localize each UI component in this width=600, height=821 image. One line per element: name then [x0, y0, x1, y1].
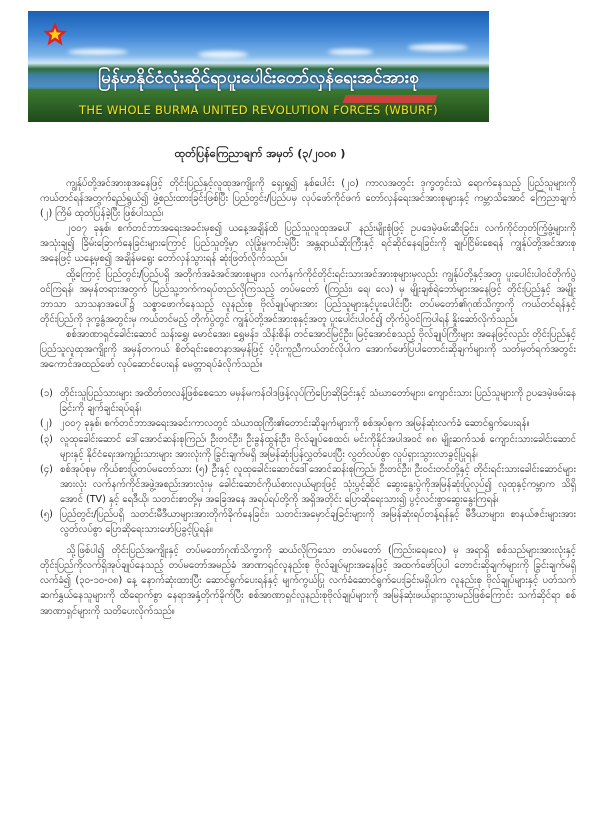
demand-number: (၅) — [40, 508, 53, 520]
demand-item — [40, 462, 576, 507]
demand-text: ပြည်တွင်း/ပြည်ပရှိ သတင်းမီဒီယာများအားတိုက်ခိုက်နေခြင်း၊ သတင်းအမှောင်ချခြင်းများကို အမြန်ဆုံးရပ်တန့်ရန်နှင့် မီဒီယာများ၊ စာနယ်ဇင်းများအား လွတ်လပ်စွာ ပြောဆိုရေးသားဖော်ပြခွင့်ပြုရန်။ — [60, 508, 576, 536]
demand-item — [40, 416, 576, 431]
paragraph: စစ်အာဏာရှင်ခေါင်းဆောင် သန်းရွှေ၊ မောင်အေး၊ ရွှေမန်း၊ သိန်းစိန်၊ တင်အောင်မြင့်ဦး၊ မြင့်အောင်စသည့် ဗိုလ်ချုပ်ကြီးများ အနေဖြင့်လည်း တိုင်းပြည်နှင့် ပြည်သူလူထုအကျိုးကို အမှန်တကယ် စိတ်ရင်းစေတနာအမှန်ဖြင့် ပံ့ပိုးကူညီကယ်တင်လိုပါက အောက်ဖော်ပြပါတောင်းဆိုချက်များကို သတ်မှတ်ရက်အတွင်း အကောင်အထည်ဖော် လုပ်ဆောင်ပေးရန် မေတ္တာရပ်ခံလိုက်သည်။ — [40, 328, 576, 371]
cloud-decoration — [198, 51, 248, 58]
demand-number: (၃) — [40, 433, 53, 445]
demand-number: (၁) — [40, 388, 53, 400]
demand-item — [40, 507, 576, 537]
header-banner — [28, 11, 489, 122]
demand-number: (၂) — [40, 418, 53, 430]
demand-item — [40, 386, 576, 416]
demands-list — [40, 386, 576, 537]
demand-text: လူထုခေါင်းဆောင် ဒေါ်အောင်ဆန်းစုကြည်၊ ဦးတင်ဦး၊ ဦးခွန်ထွန်းဦး၊ ဗိုလ်ချုပ်စေထင်၊ မင်းကိုနိုင်အပါအဝင် ၈၈ မျိုးဆက်သစ် ကျောင်းသားခေါင်းဆောင်များနှင့် နိုင်ငံရေးအကျဉ်းသားများ အားလုံးကို ခြွင်းချက်မရှိ အမြန်ဆုံးပြန်လွှတ်ပေးပြီး လွတ်လပ်စွာ လှုပ်ရှားသွားလာခွင့်ပြုရန်၊ — [60, 433, 576, 460]
demand-text: တိုင်းသူပြည်သားများ အထိတ်တလန့်ဖြစ်စေသော မမှန်မကန်ဝါဒဖြန့်လုပ်ကြံပြောဆိုခြင်းနှင့် သံဃာတော်များ၊ ကျောင်းသား ပြည်သူများကို ဥပဒေမဲ့ဖမ်းနေခြင်းကို ချက်ချင်းရပ်ရန်၊ — [60, 388, 576, 415]
paragraph: ကျွန်ုပ်တို့အင်အားစုအနေဖြင့် တိုင်းပြည်နှင့်လူထုအကျိုးကို ရှေးရှု၍ နှစ်ပေါင်း (၂၀) ကာလအတွင်း ဒုက္ခတွင်းသဲ ရောက်နေသည့် ပြည်သူများကို ကယ်တင်ရန်အတွက်ရည်ရွယ်၍ ဖွဲ့စည်းထားခြင်းဖြစ်ပြီး ပြည်တွင်း/ပြည်ပမှ လုပ်ဖော်ကိုင်ဖက် တော်လှန်ရေးအင်အားစုများနှင့် ကမ္ဘာသိအောင် ကြေညာချက် (၂) ကြိမ် ထုတ်ပြန်ခဲ့ပြီး ဖြစ်ပါသည်၊ — [40, 178, 576, 220]
demand-text: ၂၀၀၇ ခုနှစ်၊ စက်တင်ဘာအရေးအခင်းကာလတွင် သံဃာထုကြီး၏တောင်းဆိုချက်များကို စစ်အုပ်စုက အမြန်ဆုံးလက်ခံ ဆောင်ရွက်ပေးရန်။ — [60, 418, 530, 430]
org-name-english: THE WHOLE BURMA UNITED REVOLUTION FORCES (WBURF) — [79, 103, 438, 117]
cloud-decoration — [408, 44, 468, 51]
document-title: ထုတ်ပြန်ကြေညာချက် အမှတ် (၃/၂၀၀၈ ) — [174, 147, 346, 160]
cloud-decoration — [68, 49, 128, 55]
paragraph: ထို့ကြောင့် ပြည်တွင်း/ပြည်ပရှိ အတိုက်အခံအင်အားစုများ၊ လက်နက်ကိုင်တိုင်းရင်းသားအင်အားစုများမှလည်း ကျွန်ုပ်တို့နှင့်အတူ ပူးပေါင်းပါဝင်တိုက်ပွဲဝင်ကြရန်၊ အမှန်တရားအတွက် ပြည်သူ့ဘက်ကရပ်တည်လိုကြသည့် တပ်မတော် (ကြည်း၊ ရေ၊ လေ) မှ မျိုးချစ်ရဲဘော်များအနေဖြင့် တိုင်းပြည်နှင့် အမျိုးဘာသာ သာသနာအပေါ်၌ သစ္စာဖောက်နေသည့် လူနည်းစု ဗိုလ်ချုပ်များအား ပြည်သူများနှင့်ပူးပေါင်းပြီး တပ်မတော်၏ဂုဏ်သိက္ခာကို ကယ်တင်ရန်နှင့် တိုင်းပြည်ကို ဒုက္ခနွံအတွင်းမှ ကယ်တင်မည့် တိုက်ပွဲတွင် ကျွန်ုပ်တို့အင်အားစုနှင့်အတူ ပူးပေါင်းပါဝင်၍ တိုက်ပွဲဝင်ကြပါရန် နှိုးဆော်လိုက်သည်။ — [40, 268, 576, 325]
org-name-burmese: မြန်မာနိုင်ငံလုံးဆိုင်ရာပူးပေါင်းတော်လှန်ရေးအင်အားစု — [98, 68, 419, 88]
star-icon — [42, 21, 68, 47]
demand-text: စစ်အုပ်စုမှ ကိုယ်စားပြုတပ်မတော်သား (၅) ဦးနှင့် လူထုခေါင်းဆောင်ဒေါ်အောင်ဆန်းစုကြည်၊ ဦးတင်ဦး၊ ဦးဝင်းတင်တို့နှင့် တိုင်းရင်းသားခေါင်းဆောင်များအားလုံး လက်နက်ကိုင်အဖွဲ့အစည်းအားလုံးမှ ခေါင်းဆောင်ကိုယ်စားလှယ်များဖြင့် သုံးပွင့်ဆိုင် ဆွေးနွေးပွဲကိုအမြန်ဆုံးပြုလုပ်၍ လူထုနှင့်ကမ္ဘာက သိရှိအောင် (TV) နှင့် ရေဒီယို၊ သတင်းစာတို့မှ အခြေအနေ အရပ်ရပ်တို့ကို အရှိအတိုင်း ပြောဆိုရေးသား၍ ပွင့်လင်းစွာဆွေးနွေးကြရန်၊ — [60, 463, 576, 505]
roof-decoration — [343, 95, 438, 103]
demand-number: (၄) — [40, 463, 53, 475]
document-body — [40, 176, 576, 619]
paragraph: ၂၀၀၇ ခုနှစ်၊ စက်တင်ဘာအရေးအခင်းမှစ၍ ယနေ့အချိန်ထိ ပြည်သူလူထုအပေါ် နည်းမျိုးစုံဖြင့် ဥပဒေမဲ့ဖမ်းဆီးခြင်း၊ လက်ကိုင်တုတ်ကြံ့ဖွံ့များကို အသုံးချ၍ ခြိမ်းခြောက်နေခြင်းများကြောင့် ပြည်သူတို့မှာ လုံခြုံမှုကင်းမဲ့ပြီး အန္တရာယ်ဆိုးကြီးနှင့် ရင်ဆိုင်နေရခြင်းကို ချုပ်ငြိမ်းစေရန် ကျွန်ုပ်တို့အင်အားစုအနေဖြင့် ယနေ့မှစ၍ အချိန်မရွေး တော်လှန်သွားရန် ဆုံးဖြတ်လိုက်သည်။ — [40, 223, 576, 265]
cloud-decoration — [328, 49, 373, 55]
closing-paragraph: သို့ဖြစ်ပါ၍ တိုင်းပြည်အကျိုးနှင့် တပ်မတော်ဂုဏ်သိက္ခာကို ဆယ်လိုကြသော တပ်မတော် (ကြည်း၊ရေ၊လေ) မှ အရာရှိ စစ်သည်များအားလုံးနှင့် တိုင်းပြည်ကိုလက်ရှိအုပ်ချုပ်နေသည့် တပ်မတော်အမည်ခံ အာဏာရှင်လူနည်းစု ဗိုလ်ချုပ်များအနေဖြင့် အထက်ဖော်ပြပါ တောင်းဆိုချက်များကို ခြွင်းချက်မရှိ လက်ခံ၍ (၃၀-၁၀-၀၈) နေ့ နောက်ဆုံးထားပြီး ဆောင်ရွက်ပေးရန်နှင့် မျက်ကွယ်ပြု လက်ခံဆောင်ရွက်ပေးခြင်းမရှိပါက လူနည်းစု ဗိုလ်ချုပ်များနှင့် ပတ်သက်ဆက်နွှယ်နေသူများကို ထိရောက်စွာ နေရာအနှံ့တိုက်ခိုက်ပြီး စစ်အာဏာရှင်လူနည်းစုဗိုလ်ချုပ်များကို အမြန်ဆုံးဖယ်ရှားသွားမည်ဖြစ်ကြောင်း သက်ဆိုင်ရာ စစ်အာဏာရှင်များကို သတိပေးလိုက်သည်။ — [40, 545, 576, 617]
demand-item — [40, 432, 576, 462]
